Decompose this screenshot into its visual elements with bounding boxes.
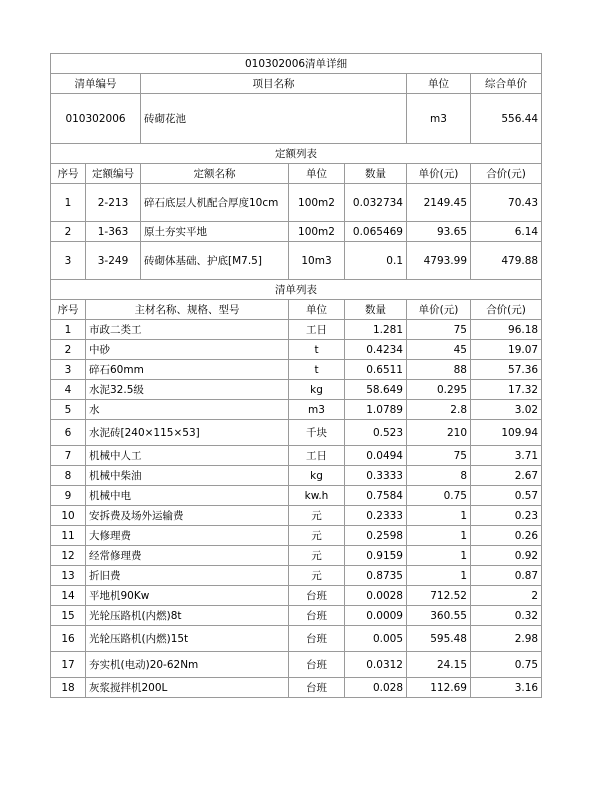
material-name: 机械中柴油 — [86, 466, 289, 486]
material-seq: 10 — [51, 506, 86, 526]
material-qty: 1.281 — [345, 320, 407, 340]
material-total: 3.16 — [471, 678, 542, 698]
bill-detail-table — [50, 53, 542, 698]
material-row — [51, 626, 542, 652]
material-total: 17.32 — [471, 380, 542, 400]
material-unit-price: 75 — [407, 320, 471, 340]
quota-qty: 0.1 — [345, 242, 407, 280]
material-row — [51, 360, 542, 380]
material-section-title-row — [51, 280, 542, 300]
material-unit-price: 360.55 — [407, 606, 471, 626]
bill-name: 砖砌花池 — [141, 94, 407, 144]
material-seq: 9 — [51, 486, 86, 506]
material-row — [51, 606, 542, 626]
material-unit-price: 75 — [407, 446, 471, 466]
material-qty: 58.649 — [345, 380, 407, 400]
material-name: 水泥32.5级 — [86, 380, 289, 400]
material-seq: 18 — [51, 678, 86, 698]
material-row — [51, 446, 542, 466]
material-unit: 工日 — [289, 446, 345, 466]
material-row — [51, 340, 542, 360]
material-section-title: 清单列表 — [51, 280, 542, 300]
material-name: 中砂 — [86, 340, 289, 360]
material-total: 3.02 — [471, 400, 542, 420]
material-total: 109.94 — [471, 420, 542, 446]
material-name: 水泥砖[240×115×53] — [86, 420, 289, 446]
quota-total: 70.43 — [471, 184, 542, 222]
material-seq: 11 — [51, 526, 86, 546]
bill-code: 010302006 — [51, 94, 141, 144]
material-unit-price: 210 — [407, 420, 471, 446]
material-qty: 0.0028 — [345, 586, 407, 606]
quota-name: 碎石底层人机配合厚度10cm — [141, 184, 289, 222]
quota-seq: 1 — [51, 184, 86, 222]
material-name: 灰浆搅拌机200L — [86, 678, 289, 698]
material-name: 折旧费 — [86, 566, 289, 586]
material-unit: 台班 — [289, 652, 345, 678]
quota-column-header-row — [51, 164, 542, 184]
material-col-seq: 序号 — [51, 300, 86, 320]
material-row — [51, 678, 542, 698]
material-unit-price: 2.8 — [407, 400, 471, 420]
material-total: 19.07 — [471, 340, 542, 360]
quota-col-total: 合价(元) — [471, 164, 542, 184]
material-col-unit: 单位 — [289, 300, 345, 320]
material-unit: kg — [289, 380, 345, 400]
bill-price: 556.44 — [471, 94, 542, 144]
material-seq: 3 — [51, 360, 86, 380]
quota-unit: 100m2 — [289, 184, 345, 222]
material-unit: kw.h — [289, 486, 345, 506]
material-row — [51, 652, 542, 678]
material-qty: 0.2598 — [345, 526, 407, 546]
material-total: 96.18 — [471, 320, 542, 340]
material-total: 0.32 — [471, 606, 542, 626]
material-qty: 0.0312 — [345, 652, 407, 678]
material-total: 0.87 — [471, 566, 542, 586]
header-value-row — [51, 94, 542, 144]
material-unit: 元 — [289, 526, 345, 546]
quota-col-code: 定额编号 — [86, 164, 141, 184]
material-unit: 台班 — [289, 586, 345, 606]
material-total: 0.57 — [471, 486, 542, 506]
quota-total: 6.14 — [471, 222, 542, 242]
quota-row — [51, 184, 542, 222]
material-total: 2.67 — [471, 466, 542, 486]
material-seq: 5 — [51, 400, 86, 420]
material-qty: 0.0494 — [345, 446, 407, 466]
quota-col-seq: 序号 — [51, 164, 86, 184]
material-name: 市政二类工 — [86, 320, 289, 340]
material-unit: 台班 — [289, 606, 345, 626]
material-qty: 0.028 — [345, 678, 407, 698]
material-col-unit-price: 单价(元) — [407, 300, 471, 320]
quota-section-title: 定额列表 — [51, 144, 542, 164]
material-unit: t — [289, 360, 345, 380]
quota-unit-price: 93.65 — [407, 222, 471, 242]
material-unit: 元 — [289, 566, 345, 586]
title-row — [51, 54, 542, 74]
material-seq: 14 — [51, 586, 86, 606]
quota-row — [51, 242, 542, 280]
quota-total: 479.88 — [471, 242, 542, 280]
material-seq: 16 — [51, 626, 86, 652]
material-seq: 4 — [51, 380, 86, 400]
quota-code: 2-213 — [86, 184, 141, 222]
material-total: 0.75 — [471, 652, 542, 678]
quota-name: 原土夯实平地 — [141, 222, 289, 242]
material-name: 平地机90Kw — [86, 586, 289, 606]
material-row — [51, 420, 542, 446]
material-name: 经常修理费 — [86, 546, 289, 566]
material-name: 夯实机(电动)20-62Nm — [86, 652, 289, 678]
material-unit: 元 — [289, 506, 345, 526]
material-unit: 台班 — [289, 678, 345, 698]
material-row — [51, 546, 542, 566]
material-unit-price: 112.69 — [407, 678, 471, 698]
material-unit-price: 0.295 — [407, 380, 471, 400]
name-label: 项目名称 — [141, 74, 407, 94]
material-col-total: 合价(元) — [471, 300, 542, 320]
quota-unit-price: 4793.99 — [407, 242, 471, 280]
material-name: 大修理费 — [86, 526, 289, 546]
sheet-title: 010302006清单详细 — [51, 54, 542, 74]
material-row — [51, 486, 542, 506]
material-total: 0.92 — [471, 546, 542, 566]
quota-row — [51, 222, 542, 242]
material-unit: 元 — [289, 546, 345, 566]
quota-seq: 3 — [51, 242, 86, 280]
material-total: 2 — [471, 586, 542, 606]
bill-unit: m3 — [407, 94, 471, 144]
material-name: 机械中人工 — [86, 446, 289, 466]
material-qty: 0.3333 — [345, 466, 407, 486]
material-name: 碎石60mm — [86, 360, 289, 380]
quota-unit-price: 2149.45 — [407, 184, 471, 222]
material-unit-price: 8 — [407, 466, 471, 486]
quota-code: 1-363 — [86, 222, 141, 242]
material-qty: 0.2333 — [345, 506, 407, 526]
material-total: 2.98 — [471, 626, 542, 652]
material-unit-price: 595.48 — [407, 626, 471, 652]
material-row — [51, 566, 542, 586]
material-col-name: 主材名称、规格、型号 — [86, 300, 289, 320]
material-name: 安拆费及场外运输费 — [86, 506, 289, 526]
material-seq: 7 — [51, 446, 86, 466]
material-unit-price: 1 — [407, 566, 471, 586]
material-row — [51, 320, 542, 340]
quota-seq: 2 — [51, 222, 86, 242]
material-unit: m3 — [289, 400, 345, 420]
material-unit-price: 1 — [407, 526, 471, 546]
material-seq: 15 — [51, 606, 86, 626]
quota-section-title-row — [51, 144, 542, 164]
quota-col-unit-price: 单价(元) — [407, 164, 471, 184]
material-seq: 6 — [51, 420, 86, 446]
material-qty: 0.8735 — [345, 566, 407, 586]
material-qty: 0.6511 — [345, 360, 407, 380]
material-row — [51, 586, 542, 606]
material-row — [51, 526, 542, 546]
quota-col-unit: 单位 — [289, 164, 345, 184]
code-label: 清单编号 — [51, 74, 141, 94]
price-label: 综合单价 — [471, 74, 542, 94]
quota-code: 3-249 — [86, 242, 141, 280]
material-seq: 12 — [51, 546, 86, 566]
material-col-qty: 数量 — [345, 300, 407, 320]
material-unit-price: 45 — [407, 340, 471, 360]
material-qty: 0.4234 — [345, 340, 407, 360]
material-unit: t — [289, 340, 345, 360]
quota-qty: 0.065469 — [345, 222, 407, 242]
quota-col-qty: 数量 — [345, 164, 407, 184]
material-qty: 0.9159 — [345, 546, 407, 566]
material-unit-price: 1 — [407, 506, 471, 526]
material-unit-price: 1 — [407, 546, 471, 566]
material-qty: 0.523 — [345, 420, 407, 446]
material-total: 57.36 — [471, 360, 542, 380]
material-name: 机械中电 — [86, 486, 289, 506]
material-name: 水 — [86, 400, 289, 420]
material-seq: 1 — [51, 320, 86, 340]
header-label-row — [51, 74, 542, 94]
quota-unit: 100m2 — [289, 222, 345, 242]
material-column-header-row — [51, 300, 542, 320]
material-seq: 2 — [51, 340, 86, 360]
material-qty: 0.7584 — [345, 486, 407, 506]
quota-name: 砖砌体基础、护底[M7.5] — [141, 242, 289, 280]
material-name: 光轮压路机(内燃)15t — [86, 626, 289, 652]
material-total: 0.23 — [471, 506, 542, 526]
quota-col-name: 定额名称 — [141, 164, 289, 184]
material-unit: 台班 — [289, 626, 345, 652]
material-unit-price: 24.15 — [407, 652, 471, 678]
material-unit-price: 0.75 — [407, 486, 471, 506]
material-rows — [51, 320, 542, 698]
material-unit: kg — [289, 466, 345, 486]
material-total: 0.26 — [471, 526, 542, 546]
material-seq: 17 — [51, 652, 86, 678]
material-qty: 0.005 — [345, 626, 407, 652]
material-total: 3.71 — [471, 446, 542, 466]
material-unit: 工日 — [289, 320, 345, 340]
material-row — [51, 400, 542, 420]
material-seq: 8 — [51, 466, 86, 486]
material-row — [51, 380, 542, 400]
material-row — [51, 466, 542, 486]
quota-unit: 10m3 — [289, 242, 345, 280]
material-unit: 千块 — [289, 420, 345, 446]
material-name: 光轮压路机(内燃)8t — [86, 606, 289, 626]
material-unit-price: 712.52 — [407, 586, 471, 606]
material-qty: 1.0789 — [345, 400, 407, 420]
material-unit-price: 88 — [407, 360, 471, 380]
material-seq: 13 — [51, 566, 86, 586]
unit-label: 单位 — [407, 74, 471, 94]
quota-qty: 0.032734 — [345, 184, 407, 222]
material-qty: 0.0009 — [345, 606, 407, 626]
material-row — [51, 506, 542, 526]
